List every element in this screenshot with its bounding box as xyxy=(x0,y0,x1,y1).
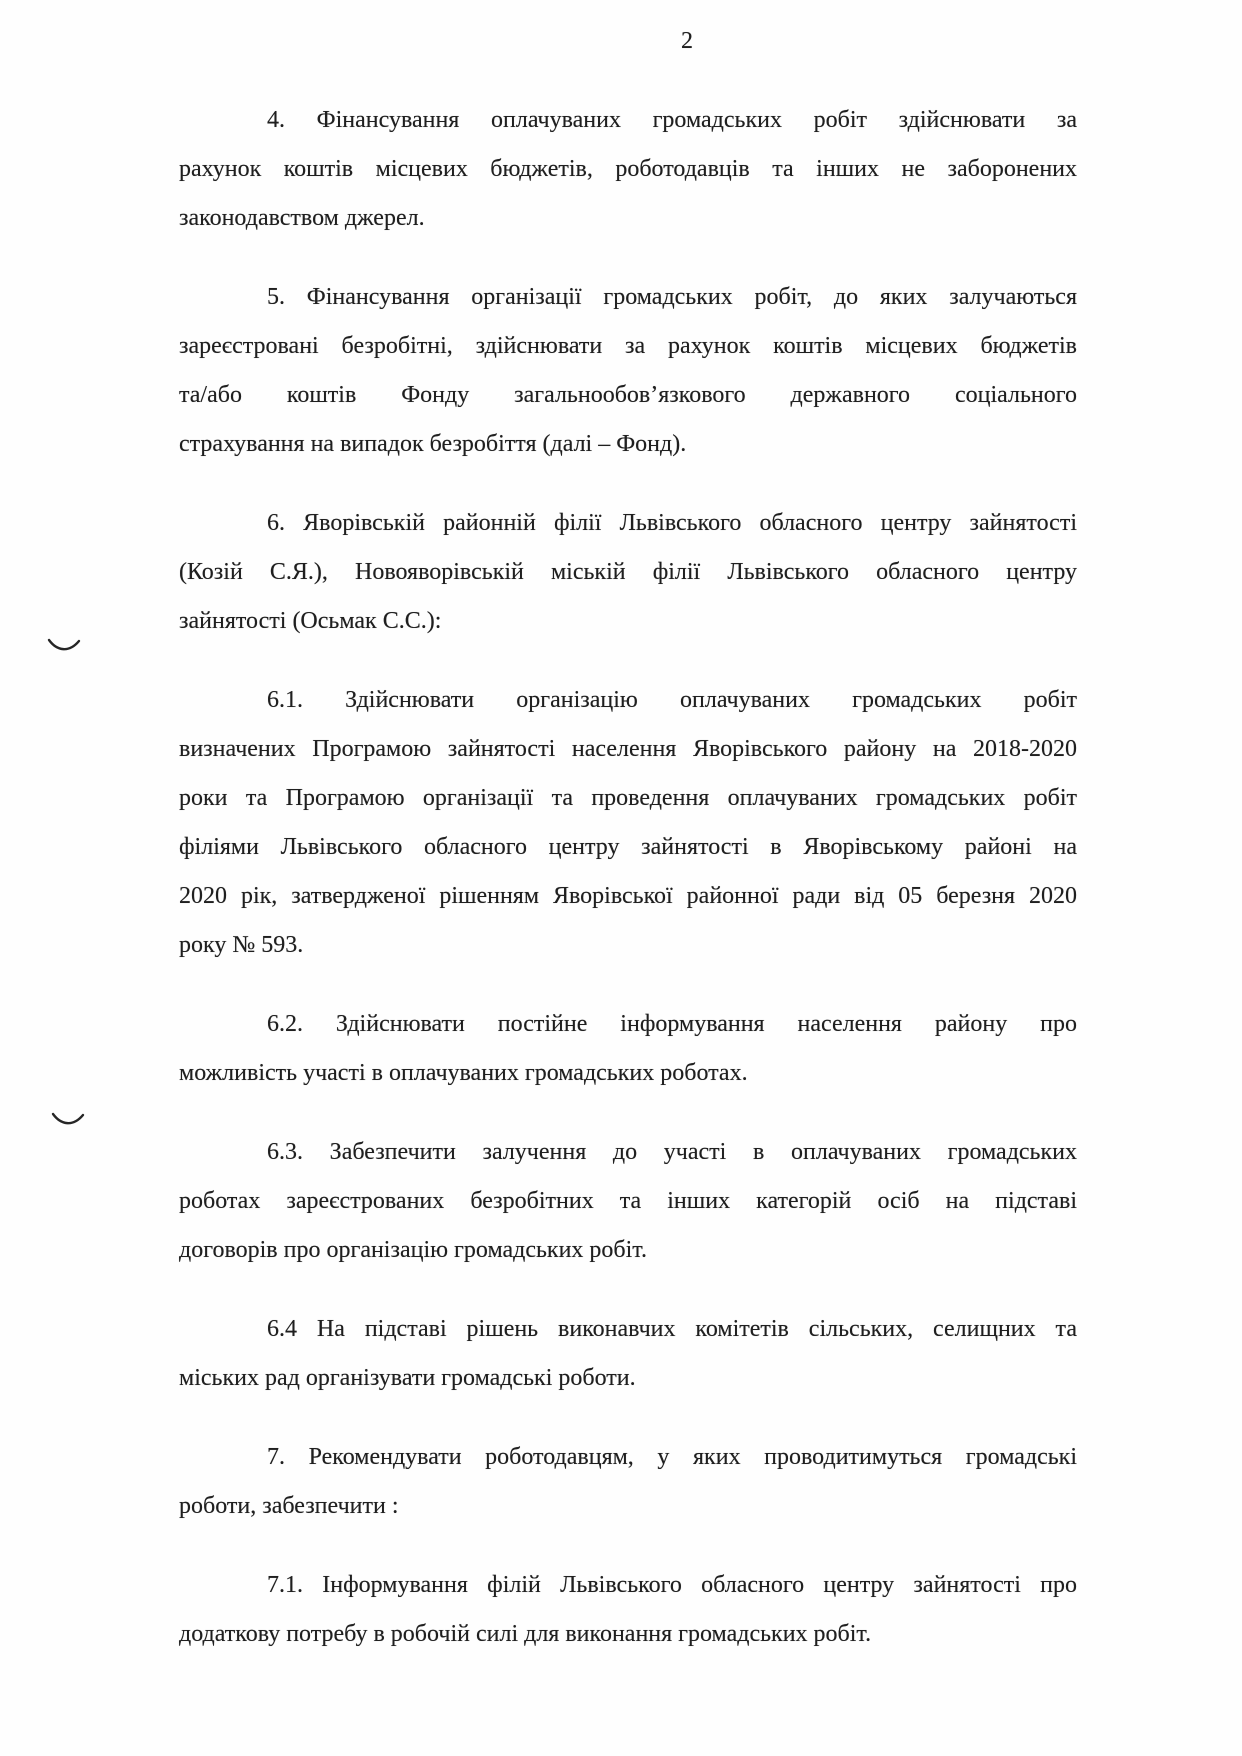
paragraph-5 xyxy=(179,273,1077,469)
text-line: 6.2. Здійснювати постійне інформування населення району про xyxy=(267,1011,1077,1037)
text-line: роботи, забезпечити : xyxy=(179,1493,399,1519)
text-line: року № 593. xyxy=(179,932,304,958)
paragraph-6-4 xyxy=(179,1305,1077,1403)
paragraph-7 xyxy=(179,1433,1077,1531)
text-line: міських рад організувати громадські роботи. xyxy=(179,1365,636,1391)
text-line: роки та Програмою організації та проведення оплачуваних громадських робіт xyxy=(179,785,1077,811)
paragraph-6-2 xyxy=(179,1000,1077,1098)
text-line: законодавством джерел. xyxy=(179,205,425,231)
text-line: рахунок коштів місцевих бюджетів, роботодавців та інших не заборонених xyxy=(179,156,1077,182)
paragraph-7-1 xyxy=(179,1561,1077,1659)
text-line: додаткову потребу в робочій силі для виконання громадських робіт. xyxy=(179,1621,872,1647)
paragraph-6-1 xyxy=(179,676,1077,970)
text-line: 7.1. Інформування філій Львівського обласного центру зайнятості про xyxy=(267,1572,1077,1598)
paragraph-4 xyxy=(179,96,1077,243)
text-line: 6.4 На підставі рішень виконавчих комітетів сільських, селищних та xyxy=(267,1316,1077,1342)
text-line: страхування на випадок безробіття (далі – Фонд). xyxy=(179,431,687,457)
text-line: зареєстровані безробітні, здійснювати за рахунок коштів місцевих бюджетів xyxy=(179,333,1077,359)
text-line: 4. Фінансування оплачуваних громадських робіт здійснювати за xyxy=(267,107,1077,133)
text-line: 6.1. Здійснювати організацію оплачуваних громадських робіт xyxy=(267,687,1077,713)
text-line: роботах зареєстрованих безробітних та інших категорій осіб на підставі xyxy=(179,1188,1077,1214)
text-line: філіями Львівського обласного центру зайнятості в Яворівському районі на xyxy=(179,834,1077,860)
text-line: 6. Яворівській районній філії Львівського обласного центру зайнятості xyxy=(267,510,1077,536)
text-line: 7. Рекомендувати роботодавцям, у яких проводитимуться громадські xyxy=(267,1444,1077,1470)
text-line: договорів про організацію громадських робіт. xyxy=(179,1237,647,1263)
text-line: 2020 рік, затвердженої рішенням Яворівської районної ради від 05 березня 2020 xyxy=(179,883,1077,909)
paragraph-6-3 xyxy=(179,1128,1077,1275)
handwritten-tick-icon xyxy=(46,636,82,654)
text-line: 5. Фінансування організації громадських робіт, до яких залучаються xyxy=(267,284,1077,310)
text-line: та/або коштів Фонду загальнообов’язкового державного соціального xyxy=(179,382,1077,408)
text-line: 6.3. Забезпечити залучення до участі в оплачуваних громадських xyxy=(267,1139,1077,1165)
text-line: можливість участі в оплачуваних громадських роботах. xyxy=(179,1060,748,1086)
page-number: 2 xyxy=(681,28,693,54)
document-body xyxy=(179,17,1077,1659)
paragraph-6 xyxy=(179,499,1077,646)
text-line: зайнятості (Осьмак С.С.): xyxy=(179,608,442,634)
text-line: (Козій С.Я.), Новояворівській міській філії Львівського обласного центру xyxy=(179,559,1077,585)
handwritten-tick-icon xyxy=(50,1110,86,1128)
text-line: визначених Програмою зайнятості населення Яворівського району на 2018-2020 xyxy=(179,736,1077,762)
